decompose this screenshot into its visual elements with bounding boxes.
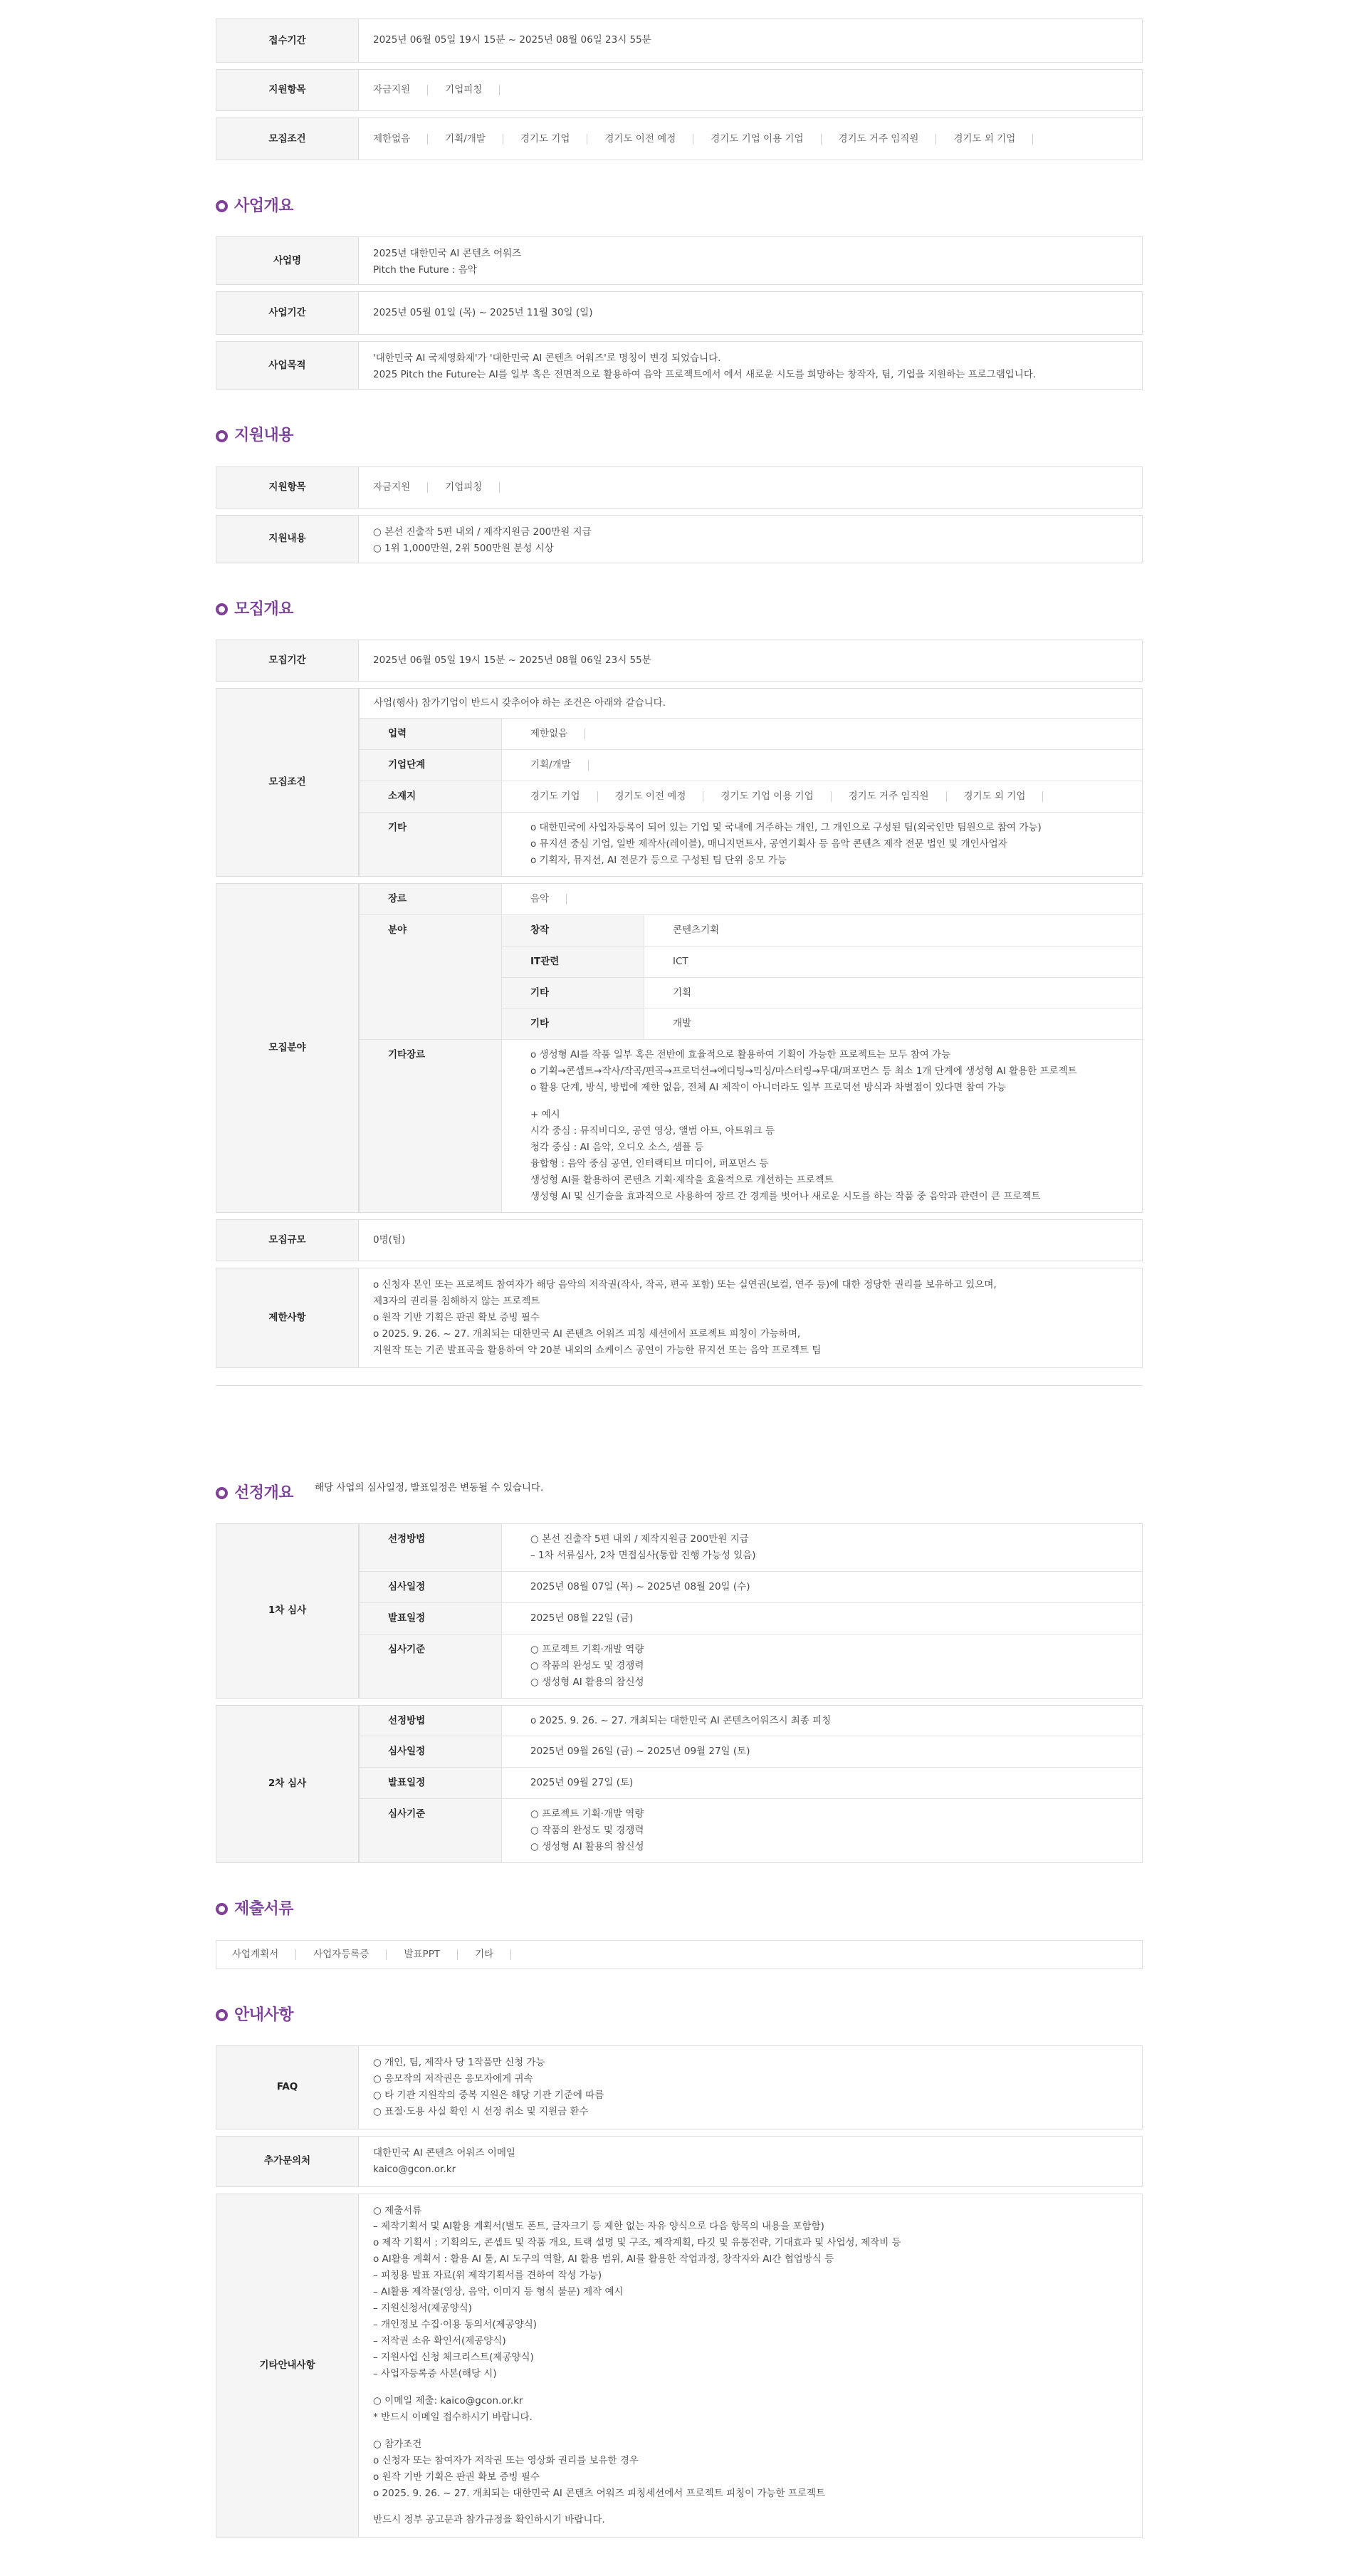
tag-item: 경기도 거주 임직원 bbox=[822, 134, 937, 145]
text-line: o 원작 기반 기획은 판권 확보 증빙 필수 bbox=[373, 2471, 540, 2483]
row-label: 접수기간 bbox=[216, 19, 359, 62]
other-guide-row bbox=[216, 2194, 1143, 2538]
round-row-label: 발표일정 bbox=[360, 1603, 502, 1634]
condition-label: 소재지 bbox=[360, 781, 502, 812]
round-row-label: 선정방법 bbox=[360, 1524, 502, 1571]
area-value: 콘텐츠기획 bbox=[673, 924, 720, 936]
text-line: o 2025. 9. 26. ~ 27. 개최되는 대한민국 AI 콘텐츠 어워즈 피칭세션에서 프로젝트 피칭이 가능한 프로젝트 bbox=[373, 2487, 826, 2499]
condition-label: 기업단계 bbox=[360, 750, 502, 781]
row-value: 2025년 06월 05일 19시 15분 ~ 2025년 08월 06일 23시 55분 bbox=[373, 655, 651, 667]
tag-item: 제한없음 bbox=[530, 729, 585, 739]
field-content bbox=[359, 884, 1142, 1212]
condition-tags bbox=[502, 750, 1142, 781]
row-label: 모집규모 bbox=[216, 1220, 359, 1261]
condition-row bbox=[360, 719, 1142, 750]
other-genre-lines bbox=[502, 1040, 1142, 1211]
support-item-tags bbox=[359, 70, 1142, 110]
tag-item: 경기도 외 기업 bbox=[936, 134, 1033, 145]
tag-item: 음악 bbox=[530, 894, 567, 904]
contact-row bbox=[216, 2136, 1143, 2187]
round-label: 1차 심사 bbox=[216, 1524, 359, 1698]
blank-line bbox=[373, 2426, 1128, 2436]
text-line: ○ 타 기관 지원작의 중복 지원은 해당 기관 기준에 따름 bbox=[373, 2089, 604, 2101]
area-row bbox=[360, 915, 1142, 1041]
section-title: 선정개요 bbox=[234, 1483, 294, 1502]
area-key: IT관련 bbox=[502, 947, 644, 977]
text-line: * 반드시 이메일 접수하시기 바랍니다. bbox=[373, 2411, 533, 2423]
text-line: o 기획→콘셉트→작사/작곡/편곡→프로덕션→에디팅→믹싱/마스터링→무대/퍼포먼스 등 최소 1개 단계에 생성형 AI 활용한 프로젝트 bbox=[530, 1065, 1077, 1078]
text-line: 2025년 05월 01일 (목) ~ 2025년 11월 30일 (일) bbox=[373, 307, 593, 319]
round-row-value bbox=[502, 1736, 1142, 1767]
tag-item: 경기도 거주 임직원 bbox=[832, 791, 947, 802]
area-subrow bbox=[502, 1008, 1142, 1039]
text-line: o 신청자 본인 또는 프로젝트 참여자가 해당 음악의 저작권(작사, 작곡, 편곡 포함) 또는 실연권(보컬, 연주 등)에 대한 정당한 권리를 보유하고 있으며, bbox=[373, 1278, 997, 1290]
text-line: Pitch the Future : 음악 bbox=[373, 264, 477, 276]
text-line: 청각 중심 : AI 음악, 오디오 소스, 샘플 등 bbox=[530, 1142, 704, 1154]
area-subrow bbox=[502, 978, 1142, 1009]
row-value bbox=[359, 2137, 1142, 2186]
row-label: 사업기간 bbox=[216, 292, 359, 334]
page bbox=[216, 0, 1143, 2538]
text-line: 제3자의 권리를 침해하지 않는 프로젝트 bbox=[373, 1295, 540, 1307]
tag-item: 경기도 외 기업 bbox=[947, 791, 1044, 802]
section-guide bbox=[216, 2002, 1143, 2028]
round-content bbox=[359, 1706, 1142, 1863]
text-line: ○ 본선 진출작 5편 내외 / 제작지원금 200만원 지급 bbox=[530, 1533, 749, 1545]
row-value bbox=[359, 2194, 1142, 2538]
business-purpose-row bbox=[216, 341, 1143, 390]
condition-label: 기타 bbox=[360, 813, 502, 876]
text-line: ○ 표절·도용 사실 확인 시 선정 취소 및 지원금 환수 bbox=[373, 2105, 589, 2117]
text-line: 대한민국 AI 콘텐츠 어워즈 이메일 bbox=[373, 2147, 515, 2159]
faq-row bbox=[216, 2045, 1143, 2129]
section-bullet-icon bbox=[216, 200, 228, 212]
row-value bbox=[359, 2046, 1142, 2129]
round-row bbox=[360, 1634, 1142, 1698]
support-content-row bbox=[216, 515, 1143, 563]
row-value bbox=[359, 516, 1142, 563]
tag-item: 경기도 기업 bbox=[530, 791, 598, 802]
text-line: ○ 제출서류 bbox=[373, 2204, 422, 2216]
condition-label: 업력 bbox=[360, 719, 502, 749]
text-line: o 뮤지션 중심 기업, 일반 제작사(레이블), 매니지먼트사, 공연기획사 등 음악 콘텐츠 제작 전문 법인 및 개인사업자 bbox=[530, 838, 1007, 850]
row-label: 모집조건 bbox=[216, 689, 359, 876]
round-row-value bbox=[502, 1603, 1142, 1634]
text-line: ○ 생성형 AI 활용의 참신성 bbox=[530, 1676, 644, 1688]
genre-label: 장르 bbox=[360, 884, 502, 914]
section-business-overview bbox=[216, 193, 1143, 219]
text-line: o AI활용 계획서 : 활용 AI 툴, AI 도구의 역할, AI 활용 범위, AI를 활용한 작업과정, 창작자와 AI간 협업방식 등 bbox=[373, 2253, 834, 2265]
tag-item: 경기도 이전 예정 bbox=[598, 791, 704, 802]
text-line: ○ 생성형 AI 활용의 참신성 bbox=[530, 1841, 644, 1853]
tag-item: 사업계획서 bbox=[232, 1949, 296, 1960]
row-value bbox=[359, 342, 1142, 389]
text-line: o 대한민국에 사업자등록이 되어 있는 기업 및 국내에 거주하는 개인, 그 개인으로 구성된 팀(외국인만 팀원으로 참여 가능) bbox=[530, 821, 1042, 833]
round-row bbox=[360, 1524, 1142, 1572]
row-label: 사업명 bbox=[216, 237, 359, 284]
text-line: ○ 프로젝트 기획·개발 역량 bbox=[530, 1808, 644, 1820]
text-line: – 사업자등록증 사본(해당 시) bbox=[373, 2367, 497, 2379]
area-value: ICT bbox=[673, 955, 688, 967]
text-line: o 생성형 AI를 작품 일부 혹은 전반에 효율적으로 활용하여 기획이 가능한 프로젝트는 모두 참여 가능 bbox=[530, 1049, 951, 1061]
text-line: ○ 작품의 완성도 및 경쟁력 bbox=[530, 1825, 644, 1837]
section-support-content bbox=[216, 422, 1143, 449]
text-line: 2025 Pitch the Future는 AI를 일부 혹은 전면적으로 활용하여 음악 프로젝트에서 에서 새로운 시도를 희망하는 창작자, 팀, 기업을 지원하는 프로그램입니다. bbox=[373, 369, 1037, 381]
condition-lines bbox=[502, 813, 1142, 876]
round-row bbox=[360, 1736, 1142, 1768]
text-line: o 활용 단계, 방식, 방법에 제한 없음, 전체 AI 제작이 아니더라도 일부 프로덕션 방식과 차별점이 있다면 참여 가능 bbox=[530, 1082, 1007, 1094]
blank-line bbox=[530, 1096, 1113, 1107]
text-line: ○ 개인, 팀, 제작사 당 1작품만 신청 가능 bbox=[373, 2056, 545, 2068]
condition-row bbox=[360, 750, 1142, 781]
text-line: o 제작 기획서 : 기획의도, 콘셉트 및 작품 개요, 트랙 설명 및 구조, 제작계획, 타깃 및 유통전략, 기대효과 및 사업성, 제작비 등 bbox=[373, 2237, 901, 2249]
text-line: o 2025. 9. 26. ~ 27. 개최되는 대한민국 AI 콘텐츠 어워즈 피칭 세션에서 프로젝트 피칭이 가능하며, bbox=[373, 1328, 801, 1340]
tag-item: 기타 bbox=[458, 1949, 511, 1960]
selection-round-table bbox=[216, 1705, 1143, 1864]
condition-row bbox=[360, 781, 1142, 813]
text-line: – 1차 서류심사, 2차 면접심사(통합 진행 가능성 있음) bbox=[530, 1549, 756, 1561]
round-row-label: 선정방법 bbox=[360, 1706, 502, 1736]
support-items-row-2 bbox=[216, 466, 1143, 509]
section-bullet-icon bbox=[216, 2009, 228, 2021]
genre-tags bbox=[502, 884, 1142, 914]
row-label: FAQ bbox=[216, 2046, 359, 2129]
text-line: – 피칭용 발표 자료(위 제작기획서를 견하여 작성 가능) bbox=[373, 2270, 602, 2282]
section-title: 모집개요 bbox=[234, 600, 294, 618]
area-key: 기타 bbox=[502, 1008, 644, 1039]
tag-item: 기획/개발 bbox=[530, 760, 589, 771]
recruit-conditions-row bbox=[216, 118, 1143, 160]
round-row-label: 심사일정 bbox=[360, 1572, 502, 1602]
row-label: 사업목적 bbox=[216, 342, 359, 389]
text-line: o 신청자 또는 참여자가 저작권 또는 영상화 권리를 보유한 경우 bbox=[373, 2454, 639, 2466]
round-label: 2차 심사 bbox=[216, 1706, 359, 1863]
round-row-label: 심사기준 bbox=[360, 1799, 502, 1862]
round-row-label: 심사일정 bbox=[360, 1736, 502, 1767]
genre-row bbox=[360, 884, 1142, 915]
tag-item: 경기도 기업 이용 기업 bbox=[693, 134, 821, 145]
text-line: 2025년 09월 26일 (금) ~ 2025년 09월 27일 (토) bbox=[530, 1746, 750, 1758]
recruit-field-table bbox=[216, 883, 1143, 1213]
conditions-intro: 사업(행사) 참가기업이 반드시 갖추어야 하는 조건은 아래와 같습니다. bbox=[360, 689, 1142, 719]
tag-item: 자금지원 bbox=[373, 85, 428, 95]
text-line: o 원작 기반 기획은 판권 확보 증빙 필수 bbox=[373, 1311, 540, 1323]
text-line: kaico@gcon.or.kr bbox=[373, 2163, 456, 2175]
text-line: ○ 프로젝트 기획·개발 역량 bbox=[530, 1643, 644, 1655]
selection-rounds bbox=[216, 1523, 1143, 1863]
tag-item: 기업피칭 bbox=[428, 85, 500, 95]
round-row-value bbox=[502, 1524, 1142, 1571]
section-bullet-icon bbox=[216, 603, 228, 615]
text-line: 생성형 AI를 활용하여 콘텐츠 기획·제작을 효율적으로 개선하는 프로젝트 bbox=[530, 1174, 834, 1186]
text-line: – AI활용 제작물(영상, 음악, 이미지 등 형식 불문) 제작 예시 bbox=[373, 2286, 624, 2298]
section-title: 지원내용 bbox=[234, 427, 294, 445]
round-row-label: 심사기준 bbox=[360, 1634, 502, 1698]
reception-period-row bbox=[216, 19, 1143, 63]
row-label: 모집기간 bbox=[216, 640, 359, 681]
row-label: 모집조건 bbox=[216, 118, 359, 160]
recruit-scale-row bbox=[216, 1219, 1143, 1261]
recruit-period-row bbox=[216, 640, 1143, 682]
recruit-condition-tags bbox=[359, 118, 1142, 160]
section-bullet-icon bbox=[216, 1487, 228, 1499]
tag-item: 경기도 기업 bbox=[503, 134, 588, 145]
area-key: 기타 bbox=[502, 978, 644, 1008]
text-line: – 지원사업 신청 체크리스트(제공양식) bbox=[373, 2351, 534, 2363]
selection-round-table bbox=[216, 1523, 1143, 1699]
area-subrow bbox=[502, 915, 1142, 947]
other-genre-row bbox=[360, 1040, 1142, 1211]
area-value: 개발 bbox=[673, 1018, 692, 1030]
section-bullet-icon bbox=[216, 430, 228, 442]
recruit-conditions-table bbox=[216, 688, 1143, 877]
section-bullet-icon bbox=[216, 1903, 228, 1915]
text-line: ○ 이메일 제출: kaico@gcon.or.kr bbox=[373, 2394, 523, 2406]
support-item-tags bbox=[359, 467, 1142, 508]
blank-line bbox=[373, 2382, 1128, 2393]
tag-item: 제한없음 bbox=[373, 134, 428, 145]
text-line: 2025년 대한민국 AI 콘텐츠 어워즈 bbox=[373, 248, 522, 260]
text-line: ○ 본선 진출작 5편 내외 / 제작지원금 200만원 지급 bbox=[373, 526, 592, 538]
text-line: ○ 작품의 완성도 및 경쟁력 bbox=[530, 1659, 644, 1672]
row-label: 추가문의처 bbox=[216, 2137, 359, 2186]
text-line: – 개인정보 수집·이용 동의서(제공양식) bbox=[373, 2319, 538, 2331]
row-label: 지원항목 bbox=[216, 467, 359, 508]
blank-line bbox=[373, 2501, 1128, 2512]
round-row bbox=[360, 1603, 1142, 1634]
text-line: ○ 참가조건 bbox=[373, 2438, 422, 2450]
row-value bbox=[359, 292, 1142, 334]
round-row bbox=[360, 1768, 1142, 1799]
tag-item: 사업자등록증 bbox=[296, 1949, 387, 1960]
conditions-content bbox=[359, 689, 1142, 876]
text-line: 2025년 08월 22일 (금) bbox=[530, 1612, 634, 1624]
tag-item: 경기도 기업 이용 기업 bbox=[703, 791, 831, 802]
row-label: 기타안내사항 bbox=[216, 2194, 359, 2538]
tag-item: 경기도 이전 예정 bbox=[587, 134, 693, 145]
business-name-row bbox=[216, 236, 1143, 285]
section-title: 사업개요 bbox=[234, 197, 294, 215]
row-value bbox=[359, 237, 1142, 284]
text-line: ○ 응모작의 저작권은 응모자에게 귀속 bbox=[373, 2072, 533, 2085]
row-label: 지원내용 bbox=[216, 516, 359, 563]
row-label: 모집분야 bbox=[216, 884, 359, 1212]
restrictions-row bbox=[216, 1268, 1143, 1368]
round-row bbox=[360, 1799, 1142, 1862]
text-line: 융합형 : 음악 중심 공연, 인터랙티브 미디어, 퍼포먼스 등 bbox=[530, 1158, 769, 1170]
text-line: 2025년 08월 07일 (목) ~ 2025년 08월 20일 (수) bbox=[530, 1580, 750, 1592]
text-line: 지원작 또는 기존 발표곡을 활용하여 약 20분 내외의 쇼케이스 공연이 가능한 뮤지션 또는 음악 프로젝트 팀 bbox=[373, 1344, 822, 1356]
round-row bbox=[360, 1572, 1142, 1603]
condition-tags bbox=[502, 719, 1142, 749]
round-row-value bbox=[502, 1634, 1142, 1698]
condition-row bbox=[360, 813, 1142, 876]
area-subrow bbox=[502, 947, 1142, 978]
row-value: 2025년 06월 05일 19시 15분 ~ 2025년 08월 06일 23시 55분 bbox=[373, 34, 651, 46]
round-content bbox=[359, 1524, 1142, 1698]
round-row-value bbox=[502, 1799, 1142, 1862]
text-line: 2025년 09월 27일 (토) bbox=[530, 1777, 634, 1789]
round-row-value bbox=[502, 1572, 1142, 1602]
round-row-value bbox=[502, 1706, 1142, 1736]
section-title: 안내사항 bbox=[234, 2006, 294, 2024]
row-label: 제한사항 bbox=[216, 1268, 359, 1367]
section-recruit-overview bbox=[216, 596, 1143, 622]
section-selection-overview bbox=[216, 1480, 1143, 1506]
tag-item: 자금지원 bbox=[373, 482, 428, 493]
area-key: 창작 bbox=[502, 915, 644, 946]
area-list bbox=[502, 915, 1142, 1040]
text-line: ○ 1위 1,000만원, 2위 500만원 분성 시상 bbox=[373, 542, 554, 554]
row-label: 지원항목 bbox=[216, 70, 359, 110]
row-value bbox=[359, 1268, 1142, 1367]
round-row-label: 발표일정 bbox=[360, 1768, 502, 1798]
tag-item: 발표PPT bbox=[387, 1949, 458, 1960]
text-line: – 저작권 소유 확인서(제공양식) bbox=[373, 2335, 506, 2347]
business-period-row bbox=[216, 291, 1143, 335]
text-line: 생성형 AI 및 신기술을 효과적으로 사용하여 장르 간 경계를 벗어나 새로운 시도를 하는 작품 중 음악과 관련이 큰 프로젝트 bbox=[530, 1190, 1041, 1202]
text-line: – 제작기획서 및 AI활용 계획서(별도 폰트, 글자크기 등 제한 없는 자유 양식으로 다음 항목의 내용을 포함함) bbox=[373, 2221, 824, 2233]
condition-tags bbox=[502, 781, 1142, 812]
round-row bbox=[360, 1706, 1142, 1737]
text-line: '대한민국 AI 국제영화제'가 '대한민국 AI 콘텐츠 어워즈'로 명칭이 변경 되었습니다. bbox=[373, 353, 721, 365]
area-value: 기획 bbox=[673, 986, 692, 998]
text-line: + 예시 bbox=[530, 1109, 560, 1121]
text-line: o 기획자, 뮤지션, AI 전문가 등으로 구성된 팀 단위 응모 가능 bbox=[530, 854, 787, 866]
tag-item: 기획/개발 bbox=[428, 134, 503, 145]
selection-note: 해당 사업의 심사일정, 발표일정은 변동될 수 있습니다. bbox=[315, 1481, 544, 1493]
text-line: – 지원신청서(제공양식) bbox=[373, 2303, 472, 2315]
text-line: 시각 중심 : 뮤직비디오, 공연 영상, 앨범 아트, 아트워크 등 bbox=[530, 1125, 775, 1137]
section-documents bbox=[216, 1896, 1143, 1922]
row-value: 0명(팀) bbox=[373, 1234, 406, 1246]
other-genre-label: 기타장르 bbox=[360, 1040, 502, 1211]
tag-item: 기업피칭 bbox=[428, 482, 500, 493]
round-row-value bbox=[502, 1768, 1142, 1798]
section-title: 제출서류 bbox=[234, 1900, 294, 1919]
text-line: 반드시 정부 공고문과 참가규정을 확인하시기 바랍니다. bbox=[373, 2514, 605, 2526]
document-tags bbox=[216, 1940, 1143, 1969]
support-items-row bbox=[216, 69, 1143, 111]
text-line: o 2025. 9. 26. ~ 27. 개최되는 대한민국 AI 콘텐츠어워즈시 최종 피칭 bbox=[530, 1714, 832, 1726]
area-label: 분야 bbox=[360, 915, 502, 1040]
